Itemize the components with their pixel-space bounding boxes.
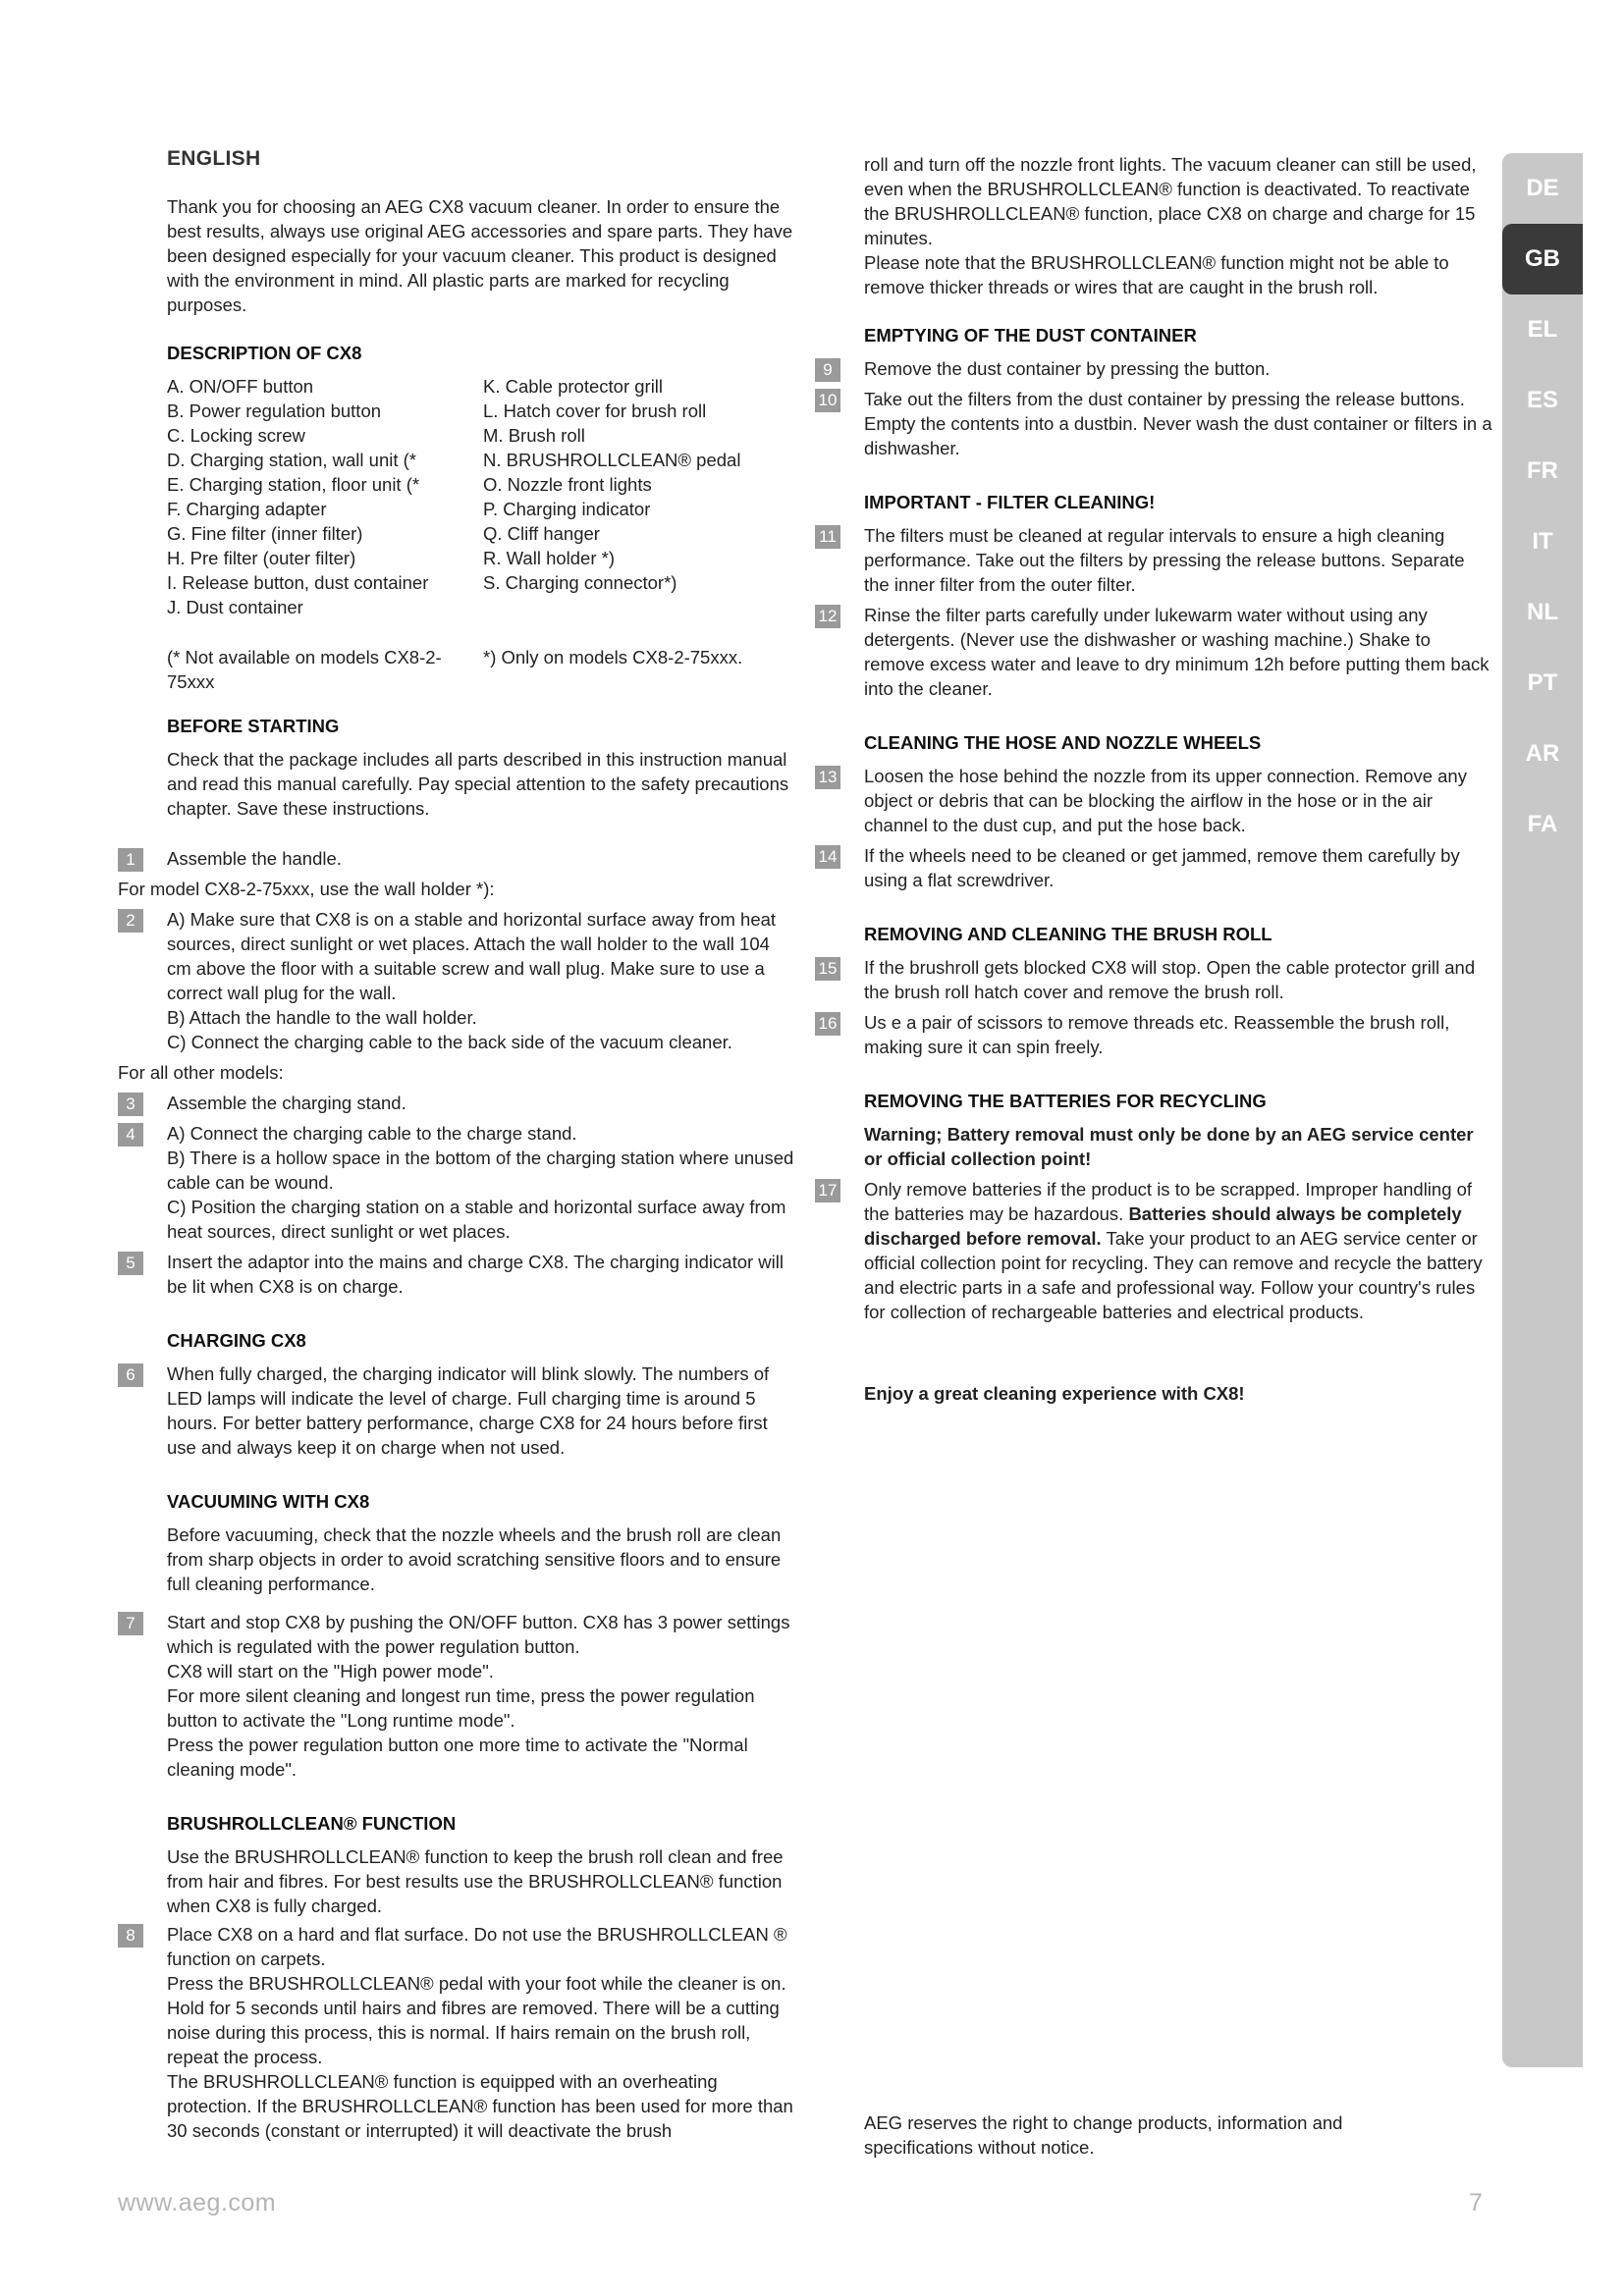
step-13 bbox=[815, 764, 1492, 837]
step-number: 13 bbox=[815, 766, 840, 789]
description-item: R. Wall holder *) bbox=[483, 548, 615, 568]
description-right-list bbox=[483, 374, 778, 619]
step-16 bbox=[815, 1010, 1492, 1059]
emptying-heading: EMPTYING OF THE DUST CONTAINER bbox=[864, 325, 1197, 346]
step-number: 10 bbox=[815, 389, 840, 412]
step-number: 8 bbox=[118, 1924, 143, 1948]
description-item: G. Fine filter (inner filter) bbox=[167, 523, 363, 544]
step-text-bold: Batteries should always be completely discharged before removal. bbox=[864, 1203, 1462, 1249]
step-7 bbox=[118, 1610, 795, 1782]
closing-message: Enjoy a great cleaning experience with CX8! bbox=[864, 1383, 1245, 1404]
description-item: E. Charging station, floor unit (* bbox=[167, 474, 420, 495]
tab-de[interactable]: DE bbox=[1526, 175, 1559, 201]
step-text: Press the power regulation button one more time to activate the "Normal cleaning mode". bbox=[167, 1735, 748, 1780]
step-number: 11 bbox=[815, 525, 840, 549]
step-text: CX8 will start on the "High power mode". bbox=[167, 1661, 494, 1682]
step-1 bbox=[118, 846, 795, 871]
step-11 bbox=[815, 523, 1492, 597]
description-item: C. Locking screw bbox=[167, 425, 305, 446]
step-text: B) Attach the handle to the wall holder. bbox=[167, 1007, 477, 1028]
tab-es[interactable]: ES bbox=[1526, 387, 1558, 413]
description-item: Q. Cliff hanger bbox=[483, 523, 600, 544]
battery-warning: Warning; Battery removal must only be done by an AEG service center or official collection point! bbox=[864, 1124, 1474, 1169]
footnote-left: (* Not available on models CX8-2-75xxx bbox=[167, 647, 442, 692]
charging-heading: CHARGING CX8 bbox=[167, 1330, 306, 1351]
left-column bbox=[118, 147, 795, 2149]
description-item: H. Pre filter (outer filter) bbox=[167, 548, 356, 568]
tab-nl[interactable]: NL bbox=[1527, 599, 1558, 625]
right-column bbox=[815, 152, 1492, 1405]
tab-el[interactable]: EL bbox=[1527, 316, 1558, 343]
step-text: Take out the filters from the dust container by pressing the release buttons. Empty the contents into a dustbin. Never wash the dust container or filters in a dishwasher. bbox=[864, 389, 1492, 458]
brushroll-text: Use the BRUSHROLLCLEAN® function to keep the brush roll clean and free from hair and fibres. For best results use the BRUSHROLLCLEAN® function when CX8 is fully charged. bbox=[167, 1846, 784, 1916]
description-item: F. Charging adapter bbox=[167, 499, 327, 519]
hose-heading: CLEANING THE HOSE AND NOZZLE WHEELS bbox=[864, 732, 1262, 753]
filter-heading: IMPORTANT - FILTER CLEANING! bbox=[864, 492, 1156, 512]
step-3 bbox=[118, 1091, 795, 1115]
step-text: For more silent cleaning and longest run time, press the power regulation button to activate the "Long runtime mode". bbox=[167, 1685, 755, 1731]
step-number: 2 bbox=[118, 909, 143, 933]
step-6 bbox=[118, 1362, 795, 1460]
step-text: A) Make sure that CX8 is on a stable and horizontal surface away from heat sources, direct sunlight or wet places. Attach the wall holder to the wall 104 cm above the floor with a suitable screw and wall plug. Make sure to use a correct wall plug for the wall. bbox=[167, 909, 777, 1003]
step-number: 1 bbox=[118, 848, 143, 872]
step-text: Start and stop CX8 by pushing the ON/OFF button. CX8 has 3 power settings which is regulated with the power regulation button. bbox=[167, 1612, 790, 1657]
tab-it[interactable]: IT bbox=[1532, 528, 1553, 555]
step-text: Press the BRUSHROLLCLEAN® pedal with your foot while the cleaner is on. Hold for 5 seconds until hairs and fibres are removed. There will be a cutting noise during this process, this is normal. If hairs remain on the brush roll, repeat the process. bbox=[167, 1973, 786, 2067]
step-text: The BRUSHROLLCLEAN® function is equipped with an overheating protection. If the BRUSHROLLCLEAN® function has been used for more than 30 seconds (constant or interrupted) it will deactivate the brush bbox=[167, 2071, 793, 2141]
description-item: O. Nozzle front lights bbox=[483, 474, 652, 495]
step-15 bbox=[815, 955, 1492, 1004]
step-number: 12 bbox=[815, 605, 840, 628]
page-number: 7 bbox=[1469, 2189, 1483, 2216]
note-other-models: For all other models: bbox=[118, 1062, 284, 1083]
step-text: B) There is a hollow space in the bottom of the charging station where unused cable can be wound. bbox=[167, 1148, 794, 1193]
step-4 bbox=[118, 1121, 795, 1244]
description-list bbox=[167, 374, 795, 619]
step-number: 14 bbox=[815, 845, 840, 869]
footer-url[interactable]: www.aeg.com bbox=[118, 2189, 277, 2216]
step-text: A) Connect the charging cable to the charge stand. bbox=[167, 1123, 577, 1144]
description-item: P. Charging indicator bbox=[483, 499, 651, 519]
description-item: B. Power regulation button bbox=[167, 400, 382, 421]
step-text: The filters must be cleaned at regular intervals to ensure a high cleaning performance. Take out the filters by pressing the release buttons. Separate the inner filter from the outer filter. bbox=[864, 525, 1465, 595]
tab-gb[interactable]: GB bbox=[1502, 224, 1583, 294]
step-text: C) Connect the charging cable to the back side of the vacuum cleaner. bbox=[167, 1032, 732, 1052]
step-text: Assemble the charging stand. bbox=[167, 1093, 406, 1113]
language-tabs bbox=[1502, 153, 1583, 2067]
step-text: Assemble the handle. bbox=[167, 848, 342, 869]
step-text: When fully charged, the charging indicator will blink slowly. The numbers of LED lamps will indicate the level of charge. Full charging time is around 5 hours. For better battery performance, charge CX8 for 24 hours before first use and always keep it on charge when not used. bbox=[167, 1363, 770, 1458]
step-5 bbox=[118, 1250, 795, 1299]
intro-text: Thank you for choosing an AEG CX8 vacuum cleaner. In order to ensure the best results, always use original AEG accessories and spare parts. They have been designed especially for your vacuum cleaner. This product is designed with the environment in mind. All plastic parts are marked for recycling purposes. bbox=[167, 196, 793, 315]
tab-fr[interactable]: FR bbox=[1527, 457, 1558, 484]
step-number: 6 bbox=[118, 1363, 143, 1387]
description-item: J. Dust container bbox=[167, 597, 303, 617]
before-starting-heading: BEFORE STARTING bbox=[167, 716, 340, 736]
step-text: Only remove batteries if the product is to be scrapped. Improper handling of the batteries may be hazardous. bbox=[864, 1179, 1473, 1224]
language-title: ENGLISH bbox=[167, 147, 261, 170]
step-text: Remove the dust container by pressing the button. bbox=[864, 358, 1271, 379]
step-number: 5 bbox=[118, 1252, 143, 1275]
description-item: K. Cable protector grill bbox=[483, 376, 664, 397]
step-17 bbox=[815, 1177, 1492, 1324]
step-number: 17 bbox=[815, 1179, 840, 1202]
description-left-list bbox=[167, 374, 483, 619]
step-text: Place CX8 on a hard and flat surface. Do not use the BRUSHROLLCLEAN ® function on carpets. bbox=[167, 1924, 787, 1969]
tab-ar[interactable]: AR bbox=[1525, 740, 1560, 767]
step-text: C) Position the charging station on a stable and horizontal surface away from heat sources, direct sunlight or wet places. bbox=[167, 1197, 786, 1242]
step-text: Insert the adaptor into the mains and charge CX8. The charging indicator will be lit when CX8 is on charge. bbox=[167, 1252, 784, 1297]
step-number: 7 bbox=[118, 1612, 143, 1635]
tab-pt[interactable]: PT bbox=[1527, 669, 1558, 696]
batteries-heading: REMOVING THE BATTERIES FOR RECYCLING bbox=[864, 1091, 1267, 1111]
vacuuming-text: Before vacuuming, check that the nozzle wheels and the brush roll are clean from sharp objects in order to avoid scratching sensitive floors and to ensure full cleaning performance. bbox=[167, 1524, 782, 1594]
description-heading: DESCRIPTION OF CX8 bbox=[167, 343, 362, 363]
tab-fa[interactable]: FA bbox=[1527, 811, 1558, 837]
description-item: L. Hatch cover for brush roll bbox=[483, 400, 707, 421]
step-text: Take your product to an AEG service center or official collection point for recycling. They can remove and recycle the battery and electric parts in a safe and professional way. Follow your country's rules for collection of rechargeable batteries and electrical products. bbox=[864, 1228, 1483, 1322]
description-item: M. Brush roll bbox=[483, 425, 585, 446]
step-12 bbox=[815, 603, 1492, 701]
step-number: 9 bbox=[815, 358, 840, 382]
description-item: I. Release button, dust container bbox=[167, 572, 429, 593]
vacuuming-heading: VACUUMING WITH CX8 bbox=[167, 1491, 370, 1512]
step-number: 16 bbox=[815, 1012, 840, 1036]
description-item: D. Charging station, wall unit (* bbox=[167, 450, 416, 470]
footnote-right: *) Only on models CX8-2-75xxx. bbox=[483, 647, 743, 667]
step-text: Loosen the hose behind the nozzle from its upper connection. Remove any object or debris that can be blocking the airflow in the hose or in the air channel to the dust cup, and put the hose back. bbox=[864, 766, 1467, 835]
note-wall-holder: For model CX8-2-75xxx, use the wall holder *): bbox=[118, 879, 495, 899]
step-text: If the wheels need to be cleaned or get jammed, remove them carefully by using a flat screwdriver. bbox=[864, 845, 1460, 890]
step-number: 3 bbox=[118, 1093, 143, 1116]
brushroll-continued: roll and turn off the nozzle front lights. The vacuum cleaner can still be used, even when the BRUSHROLLCLEAN® function is deactivated. To reactivate the BRUSHROLLCLEAN® function, place CX8 on charge and charge for 15 minutes. bbox=[864, 154, 1477, 248]
description-footnotes bbox=[167, 645, 795, 694]
step-2 bbox=[118, 907, 795, 1054]
step-number: 15 bbox=[815, 957, 840, 981]
description-item: N. BRUSHROLLCLEAN® pedal bbox=[483, 450, 741, 470]
description-item: A. ON/OFF button bbox=[167, 376, 314, 397]
before-starting-text: Check that the package includes all parts described in this instruction manual and read this manual carefully. Pay special attention to the safety precautions chapter. Save these instructions. bbox=[167, 749, 789, 819]
step-8 bbox=[118, 1922, 795, 2143]
step-14 bbox=[815, 843, 1492, 892]
brushroll-heading: BRUSHROLLCLEAN® FUNCTION bbox=[167, 1813, 457, 1834]
step-10 bbox=[815, 387, 1492, 460]
step-text: Rinse the filter parts carefully under lukewarm water without using any detergents. (Never use the dishwasher or washing machine.) Shake to remove excess water and leave to dry minimum 12h before putting them back into the cleaner. bbox=[864, 605, 1489, 699]
step-text: Us e a pair of scissors to remove threads etc. Reassemble the brush roll, making sure it can spin freely. bbox=[864, 1012, 1450, 1057]
step-9 bbox=[815, 356, 1492, 381]
description-item: S. Charging connector*) bbox=[483, 572, 677, 593]
step-text: If the brushroll gets blocked CX8 will stop. Open the cable protector grill and the brush roll hatch cover and remove the brush roll. bbox=[864, 957, 1476, 1002]
disclaimer: AEG reserves the right to change products, information and specifications without notice. bbox=[864, 2112, 1343, 2158]
brushroll-continued-note: Please note that the BRUSHROLLCLEAN® function might not be able to remove thicker threads or wires that are caught in the brush roll. bbox=[864, 252, 1449, 297]
step-number: 4 bbox=[118, 1123, 143, 1147]
brush-roll-heading: REMOVING AND CLEANING THE BRUSH ROLL bbox=[864, 924, 1272, 944]
